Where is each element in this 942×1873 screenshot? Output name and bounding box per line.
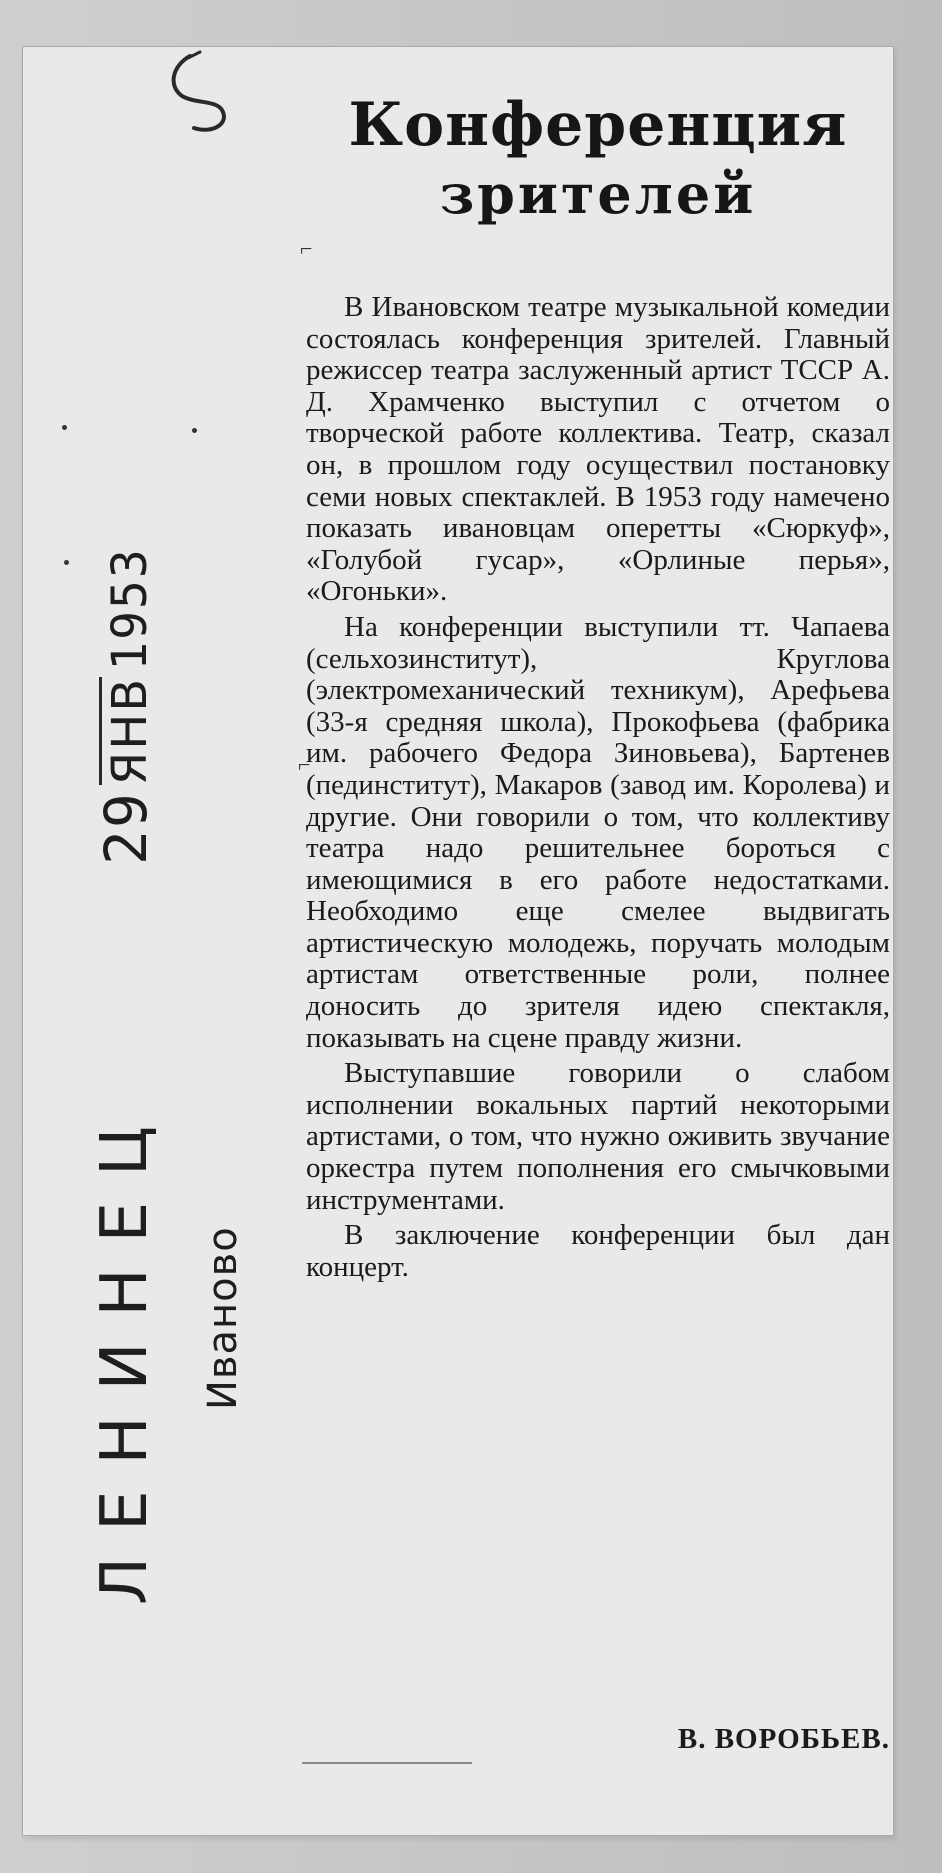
date-day: 29 [92, 791, 160, 865]
handwritten-mark-icon [160, 48, 250, 138]
city-name: Иваново [200, 1226, 246, 1410]
date-month: ЯНВ [99, 677, 158, 785]
paragraph-3: Выступавшие говорили о слабом исполнении вокальных партий некоторыми артистами, о том, что нужно оживить звучание оркестра путем пополнения его смычковыми инструментами. [306, 1057, 890, 1216]
paragraph-1: В Ивановском театре музыкальной комедии состоялась конференция зрителей. Главный режиссер театра заслуженный артист ТССР А. Д. Храмченко выступил с отчетом о творческой работе коллектива. Театр, сказал он, в прошлом году осуществил постановку семи новых спектаклей. В 1953 году намечено показать ивановцам оперетты «Сюркуф», «Голубой гусар», «Орлиные перья», «Огоньки». [306, 291, 890, 608]
article-headline [300, 89, 896, 227]
headline-line-2: зрителей [439, 162, 757, 227]
margin-mark-icon: ⌐ [300, 236, 313, 261]
ink-speck [62, 425, 67, 430]
date-stamp [92, 547, 160, 865]
article [300, 60, 896, 1825]
ink-speck [64, 560, 69, 565]
ink-speck [192, 428, 197, 433]
author-signature: В. ВОРОБЬЕВ. [677, 1723, 890, 1755]
newspaper-name: ЛЕНИНЕЦ [88, 1100, 162, 1605]
signature-rule [302, 1762, 472, 1764]
paragraph-4: В заключение конференции был дан концерт. [306, 1219, 890, 1283]
headline-line-1: Конференция [348, 90, 848, 161]
article-body [306, 292, 890, 1283]
date-year: 1953 [102, 547, 158, 671]
paragraph-2: На конференции выступили тт. Чапаева (сельхозинститут), Круглова (электромеханический техникум), Арефьева (33-я средняя школа), Прокофьева (фабрика им. рабочего Федора Зиновьева), Бартенев (пединститут), Макаров (завод им. Королева) и другие. Они говорили о том, что коллективу театра надо решительнее бороться с имеющимися в его работе недостатками. Необходимо еще смелее выдвигать артистическую молодежь, поручать молодым артистам ответственные роли, полнее доносить до зрителя идею спектакля, показывать на сцене правду жизни. [306, 610, 890, 1054]
margin-mark-icon: ⌐ [298, 752, 311, 777]
